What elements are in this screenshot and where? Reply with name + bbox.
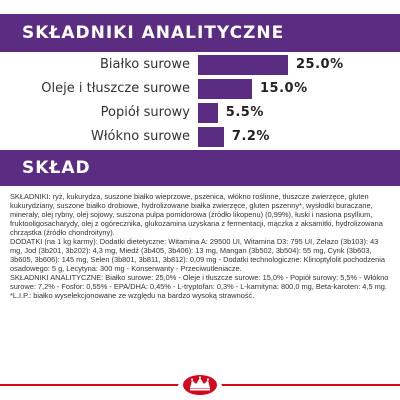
nutrient-value: 15.0%: [260, 81, 308, 96]
nutrient-row-ash: [0, 102, 400, 124]
nutrient-label: Popiół surowy: [100, 105, 190, 120]
nutrient-row-protein: [0, 54, 400, 76]
brand-logo: [176, 371, 224, 397]
nutrient-label: Oleje i tłuszcze surowe: [41, 81, 190, 96]
nutrient-bar: [198, 103, 218, 123]
nutrient-row-fat: [0, 78, 400, 100]
nutrient-value: 5.5%: [225, 105, 264, 120]
nutrient-label: Białko surowe: [100, 57, 190, 72]
nutrient-row-fibre: [0, 126, 400, 148]
composition-header: [0, 150, 400, 186]
nutrient-bar: [198, 55, 288, 75]
ingredients-paragraph: SKŁADNIKI: ryż, kukurydza, suszone białko wieprzowe, pszenica, włókno roślinne, tłuszcze zwierzęce, gluten kukurydziany, suszone białko drobiowe, hydrolizowane białka zwierzęce, gluten pszenny*, wysłodki buraczane, minerały, olej rybny, olej sojowy, suszona pulpa pomidorowa (źródło likopenu) (0,99%), łuski i nasiona psyllium, fruktooligosacharydy, olej z ogórecznika, glukozamina uzyskana z fermentacji, mączka z aksamitki, hydrolizowana chrząstka (źródło chondroityny).: [10, 192, 383, 237]
analytical-paragraph: SKŁADNIKI ANALITYCZNE: Białko surowe: 25,0% - Oleje i tłuszcze surowe: 15,0% - Popiół surowy: 5,5% - Włókno surowe: 7,2% - Fosfor: 0,55% - EPA/DHA: 0,45% - L-tryptofan: 0,3% - L-karnityna: 800,0 mg, Beta-karoten: 4,5 mg.: [10, 273, 389, 291]
analytical-constituents-header: [0, 14, 400, 52]
nutrient-value: 7.2%: [231, 129, 270, 144]
royal-canin-crown-icon: [180, 373, 220, 395]
composition-text: [10, 192, 392, 300]
nutrient-bar: [198, 127, 224, 147]
nutrient-value: 25.0%: [296, 57, 344, 72]
additives-paragraph: DODATKI (na 1 kg karmy): Dodatki dietetyczne: Witamina A: 29500 UI, Witamina D3: 795 UI, Żelazo (3b103): 43 mg, Jod (3b201, 3b202): 4,3 mg, Miedź (3b405, 3b406): 13 mg, Mangan (3b502, 3b504): 55 mg, Cynk (3b603, 3b605, 3b606): 145 mg, Selen (3b801, 3b811, 3b812): 0,09 mg - Dodatki technologiczne: Klinoptylolit pochodzenia osadowego: 5 g, Lecytyna: 300 mg - Konserwanty - Przeciwutleniacze.: [10, 237, 385, 273]
analytical-constituents-title: SKŁADNIKI ANALITYCZNE: [22, 23, 285, 43]
composition-title: SKŁAD: [22, 158, 91, 178]
footnote-paragraph: *L.I.P.: białko wyselekcjonowane ze względu na bardzo wysoką strawność.: [10, 291, 255, 300]
nutrient-bar: [198, 79, 252, 99]
nutrient-label: Włókno surowe: [90, 129, 190, 144]
